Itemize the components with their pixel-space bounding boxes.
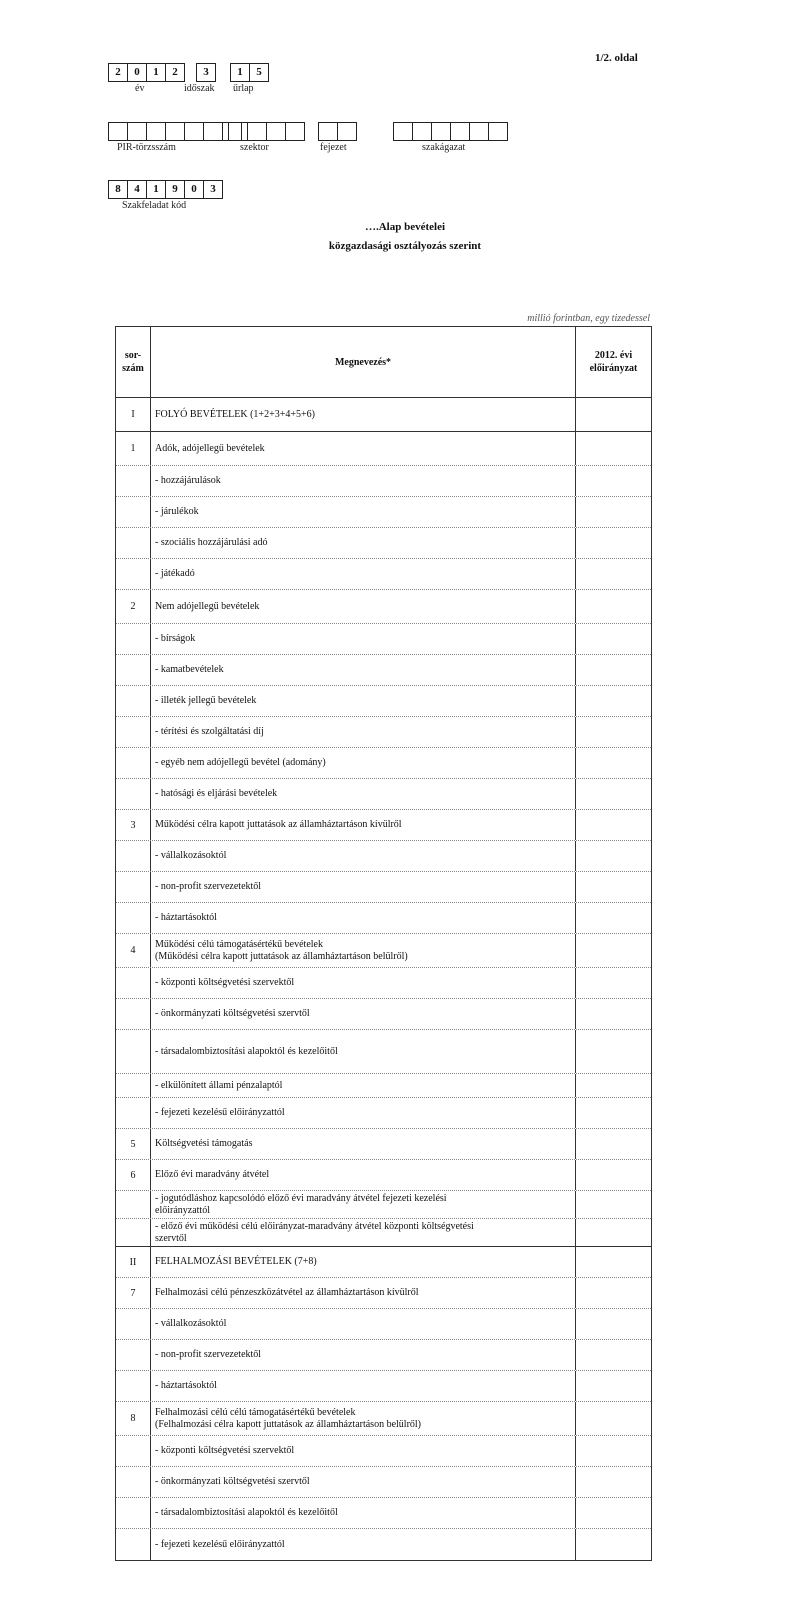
- row-number: [116, 1098, 151, 1128]
- row-label: - háztartásoktól: [151, 903, 576, 933]
- fejezet-label: fejezet: [320, 142, 347, 153]
- header-eloiranyzat: [576, 327, 651, 397]
- row-label: FOLYÓ BEVÉTELEK (1+2+3+4+5+6): [151, 398, 576, 431]
- row-value-cell[interactable]: [576, 841, 651, 871]
- row-value-cell[interactable]: [576, 1191, 651, 1218]
- table-row: [116, 1498, 651, 1529]
- row-value-cell[interactable]: [576, 1219, 651, 1246]
- row-value-cell[interactable]: [576, 779, 651, 809]
- row-number: [116, 1309, 151, 1339]
- row-value-cell[interactable]: [576, 1309, 651, 1339]
- row-value-cell[interactable]: [576, 686, 651, 716]
- table-row: [116, 1219, 651, 1247]
- code-box-digit[interactable]: [229, 123, 248, 140]
- row-number: [116, 1529, 151, 1560]
- row-label: - illeték jellegű bevételek: [151, 686, 576, 716]
- row-value-cell[interactable]: [576, 810, 651, 840]
- row-label: Költségvetési támogatás: [151, 1129, 576, 1159]
- table-row: [116, 810, 651, 841]
- row-value-cell[interactable]: [576, 466, 651, 496]
- row-number: 7: [116, 1278, 151, 1308]
- code-box-digit[interactable]: [394, 123, 413, 140]
- table-row: [116, 1191, 651, 1219]
- row-label: Működési célra kapott juttatások az államháztartáson kívülről: [151, 810, 576, 840]
- row-number: [116, 624, 151, 654]
- row-value-cell[interactable]: [576, 1129, 651, 1159]
- row-number: [116, 779, 151, 809]
- table-row: [116, 1074, 651, 1098]
- szektor-label: szektor: [240, 142, 269, 153]
- row-number: 2: [116, 590, 151, 623]
- row-label: - önkormányzati költségvetési szervtől: [151, 1467, 576, 1497]
- code-box-digit[interactable]: 1: [231, 64, 250, 81]
- row-value-cell[interactable]: [576, 1529, 651, 1560]
- table-row: [116, 968, 651, 999]
- row-number: II: [116, 1247, 151, 1277]
- table-row: [116, 1340, 651, 1371]
- row-number: [116, 528, 151, 558]
- table-row: [116, 432, 651, 466]
- table-row: [116, 748, 651, 779]
- table-row: [116, 1098, 651, 1129]
- table-row: [116, 655, 651, 686]
- table-row: [116, 934, 651, 968]
- header-sorszam: [116, 327, 151, 397]
- row-label: - fejezeti kezelésű előirányzattól: [151, 1529, 576, 1560]
- revenue-table: [115, 326, 652, 1561]
- row-label: - kamatbevételek: [151, 655, 576, 685]
- header-megnevezes-text: Megnevezés*: [334, 356, 392, 368]
- row-value-cell[interactable]: [576, 934, 651, 967]
- table-row: [116, 999, 651, 1030]
- szakfeladat-boxes[interactable]: [108, 180, 223, 199]
- row-label: - önkormányzati költségvetési szervtől: [151, 999, 576, 1029]
- table-row: [116, 466, 651, 497]
- table-row: [116, 528, 651, 559]
- row-value-cell[interactable]: [576, 1436, 651, 1466]
- code-box-digit[interactable]: [432, 123, 451, 140]
- row-number: [116, 559, 151, 589]
- row-value-cell[interactable]: [576, 1402, 651, 1435]
- code-box-digit[interactable]: 4: [128, 181, 147, 198]
- row-value-cell[interactable]: [576, 528, 651, 558]
- row-label: Előző évi maradvány átvétel: [151, 1160, 576, 1190]
- row-label: - központi költségvetési szervektől: [151, 1436, 576, 1466]
- code-box-digit[interactable]: 9: [166, 181, 185, 198]
- row-label: - non-profit szervezetektől: [151, 872, 576, 902]
- row-label: - háztartásoktól: [151, 1371, 576, 1401]
- row-number: [116, 1498, 151, 1528]
- row-number: 4: [116, 934, 151, 967]
- row-value-cell[interactable]: [576, 1247, 651, 1277]
- row-value-cell[interactable]: [576, 872, 651, 902]
- table-row: [116, 717, 651, 748]
- code-box-digit[interactable]: [128, 123, 147, 140]
- code-box-digit[interactable]: [489, 123, 507, 140]
- row-number: 3: [116, 810, 151, 840]
- code-box-digit[interactable]: [267, 123, 286, 140]
- row-value-cell[interactable]: [576, 1160, 651, 1190]
- row-number: [116, 968, 151, 998]
- table-row: [116, 1278, 651, 1309]
- table-header: [116, 327, 651, 398]
- szakfeladat-label: Szakfeladat kód: [122, 200, 187, 211]
- document-title: ….Alap bevételei: [364, 221, 446, 233]
- row-label: - bírságok: [151, 624, 576, 654]
- code-box-digit[interactable]: [147, 123, 166, 140]
- row-label: FELHALMOZÁSI BEVÉTELEK (7+8): [151, 1247, 576, 1277]
- row-label: Nem adójellegű bevételek: [151, 590, 576, 623]
- table-row: [116, 398, 651, 432]
- row-label: - hozzájárulások: [151, 466, 576, 496]
- header-sorszam-text: sor- szám: [122, 350, 144, 374]
- page-number: 1/2. oldal: [595, 52, 638, 64]
- row-label: - játékadó: [151, 559, 576, 589]
- table-row: [116, 1309, 651, 1340]
- fejezet-boxes[interactable]: [318, 122, 357, 141]
- row-label: - elkülönített állami pénzalaptól: [151, 1074, 576, 1097]
- row-number: I: [116, 398, 151, 431]
- table-row: [116, 1402, 651, 1436]
- table-row: [116, 1371, 651, 1402]
- row-number: [116, 748, 151, 778]
- pir-label: PIR-törzsszám: [117, 142, 176, 153]
- row-label: - hatósági és eljárási bevételek: [151, 779, 576, 809]
- table-row: [116, 559, 651, 590]
- code-box-digit[interactable]: 1: [147, 64, 166, 81]
- row-number: [116, 1219, 151, 1246]
- row-label: Felhalmozási célú célú támogatásértékű bevételek (Felhalmozási célra kapott juttatások az államháztartáson belülről): [151, 1402, 576, 1435]
- row-number: [116, 717, 151, 747]
- code-box-digit[interactable]: 0: [128, 64, 147, 81]
- row-value-cell[interactable]: [576, 1467, 651, 1497]
- szakagazat-boxes[interactable]: [393, 122, 508, 141]
- code-box-digit[interactable]: 5: [256, 66, 262, 78]
- header-eloiranyzat-text: 2012. évi előirányzat: [589, 350, 638, 374]
- table-row: [116, 624, 651, 655]
- szakagazat-label: szakágazat: [422, 142, 466, 153]
- row-value-cell[interactable]: [576, 655, 651, 685]
- code-box-digit[interactable]: 2: [172, 66, 178, 78]
- code-box-digit[interactable]: 8: [109, 181, 128, 198]
- table-row: [116, 1247, 651, 1278]
- row-number: 6: [116, 1160, 151, 1190]
- row-label: Felhalmozási célú pénzeszközátvétel az államháztartáson kívülről: [151, 1278, 576, 1308]
- row-number: [116, 1436, 151, 1466]
- table-body: [116, 398, 651, 1560]
- row-label: Adók, adójellegű bevételek: [151, 432, 576, 465]
- table-row: [116, 841, 651, 872]
- row-value-cell[interactable]: [576, 999, 651, 1029]
- table-row: [116, 1436, 651, 1467]
- row-label: Működési célú támogatásértékű bevételek (Működési célra kapott juttatások az államháztartáson belülről): [151, 934, 576, 967]
- row-value-cell[interactable]: [576, 624, 651, 654]
- urlap-label: űrlap: [233, 83, 254, 94]
- idoszak-label: időszak: [184, 83, 215, 94]
- row-label: - vállalkozásoktól: [151, 1309, 576, 1339]
- row-number: [116, 1340, 151, 1370]
- row-number: [116, 903, 151, 933]
- code-box-digit[interactable]: [319, 123, 338, 140]
- row-number: [116, 1191, 151, 1218]
- code-box-digit[interactable]: 2: [109, 64, 128, 81]
- idoszak-boxes[interactable]: [196, 63, 216, 82]
- row-value-cell[interactable]: [576, 717, 651, 747]
- row-value-cell[interactable]: [576, 1074, 651, 1097]
- row-label: - társadalombiztosítási alapoktól és kezelőitől: [151, 1498, 576, 1528]
- table-row: [116, 872, 651, 903]
- code-box-digit[interactable]: [109, 123, 128, 140]
- row-value-cell[interactable]: [576, 590, 651, 623]
- code-box-digit[interactable]: [185, 123, 204, 140]
- row-label: - non-profit szervezetektől: [151, 1340, 576, 1370]
- row-number: [116, 1030, 151, 1073]
- document-subtitle: közgazdasági osztályozás szerint: [328, 240, 482, 252]
- row-label: - előző évi működési célú előirányzat-maradvány átvétel központi költségvetési szervtől: [151, 1219, 576, 1246]
- row-label: - központi költségvetési szervektől: [151, 968, 576, 998]
- row-value-cell[interactable]: [576, 559, 651, 589]
- row-number: [116, 497, 151, 527]
- table-row: [116, 1129, 651, 1160]
- header-megnevezes: [151, 327, 576, 397]
- row-value-cell[interactable]: [576, 1278, 651, 1308]
- code-box-digit[interactable]: [248, 123, 267, 140]
- unit-note: millió forintban, egy tizedessel: [527, 313, 650, 324]
- row-value-cell[interactable]: [576, 1371, 651, 1401]
- code-box-digit[interactable]: [204, 123, 223, 140]
- row-number: [116, 655, 151, 685]
- code-box-digit[interactable]: 0: [185, 181, 204, 198]
- row-value-cell[interactable]: [576, 398, 651, 431]
- row-number: [116, 686, 151, 716]
- code-box-digit[interactable]: [413, 123, 432, 140]
- table-row: [116, 497, 651, 528]
- row-label: - egyéb nem adójellegű bevétel (adomány): [151, 748, 576, 778]
- code-box-digit[interactable]: [470, 123, 489, 140]
- row-label: - fejezeti kezelésű előirányzattól: [151, 1098, 576, 1128]
- table-row: [116, 590, 651, 624]
- row-number: 1: [116, 432, 151, 465]
- code-box-digit[interactable]: [451, 123, 470, 140]
- code-box-digit[interactable]: 1: [147, 181, 166, 198]
- ev-boxes[interactable]: [108, 63, 185, 82]
- row-number: [116, 841, 151, 871]
- row-value-cell[interactable]: [576, 1340, 651, 1370]
- table-row: [116, 686, 651, 717]
- row-value-cell[interactable]: [576, 903, 651, 933]
- ev-label: év: [135, 83, 145, 94]
- row-label: - szociális hozzájárulási adó: [151, 528, 576, 558]
- code-box-digit[interactable]: 3: [210, 183, 216, 195]
- code-box-digit[interactable]: [286, 123, 304, 140]
- code-box-digit[interactable]: [338, 123, 356, 140]
- row-value-cell[interactable]: [576, 968, 651, 998]
- row-label: - társadalombiztosítási alapoktól és kezelőitől: [151, 1030, 576, 1073]
- table-row: [116, 1030, 651, 1074]
- row-number: [116, 1467, 151, 1497]
- urlap-boxes[interactable]: [230, 63, 269, 82]
- row-label: - térítési és szolgáltatási díj: [151, 717, 576, 747]
- code-box-digit[interactable]: [166, 123, 185, 140]
- row-value-cell[interactable]: [576, 748, 651, 778]
- code-box-digit[interactable]: 3: [203, 66, 209, 78]
- row-number: [116, 466, 151, 496]
- row-value-cell[interactable]: [576, 1098, 651, 1128]
- row-number: [116, 1371, 151, 1401]
- row-number: [116, 999, 151, 1029]
- table-row: [116, 903, 651, 934]
- pir-boxes[interactable]: [108, 122, 242, 141]
- table-row: [116, 1529, 651, 1560]
- row-value-cell[interactable]: [576, 1498, 651, 1528]
- row-number: 8: [116, 1402, 151, 1435]
- row-number: 5: [116, 1129, 151, 1159]
- row-number: [116, 872, 151, 902]
- row-label: - vállalkozásoktól: [151, 841, 576, 871]
- szektor-boxes[interactable]: [228, 122, 305, 141]
- row-value-cell[interactable]: [576, 432, 651, 465]
- table-row: [116, 779, 651, 810]
- table-row: [116, 1467, 651, 1498]
- row-label: - járulékok: [151, 497, 576, 527]
- table-row: [116, 1160, 651, 1191]
- row-label: - jogutódláshoz kapcsolódó előző évi maradvány átvétel fejezeti kezelési előirányzattól: [151, 1191, 576, 1218]
- row-number: [116, 1074, 151, 1097]
- row-value-cell[interactable]: [576, 497, 651, 527]
- row-value-cell[interactable]: [576, 1030, 651, 1073]
